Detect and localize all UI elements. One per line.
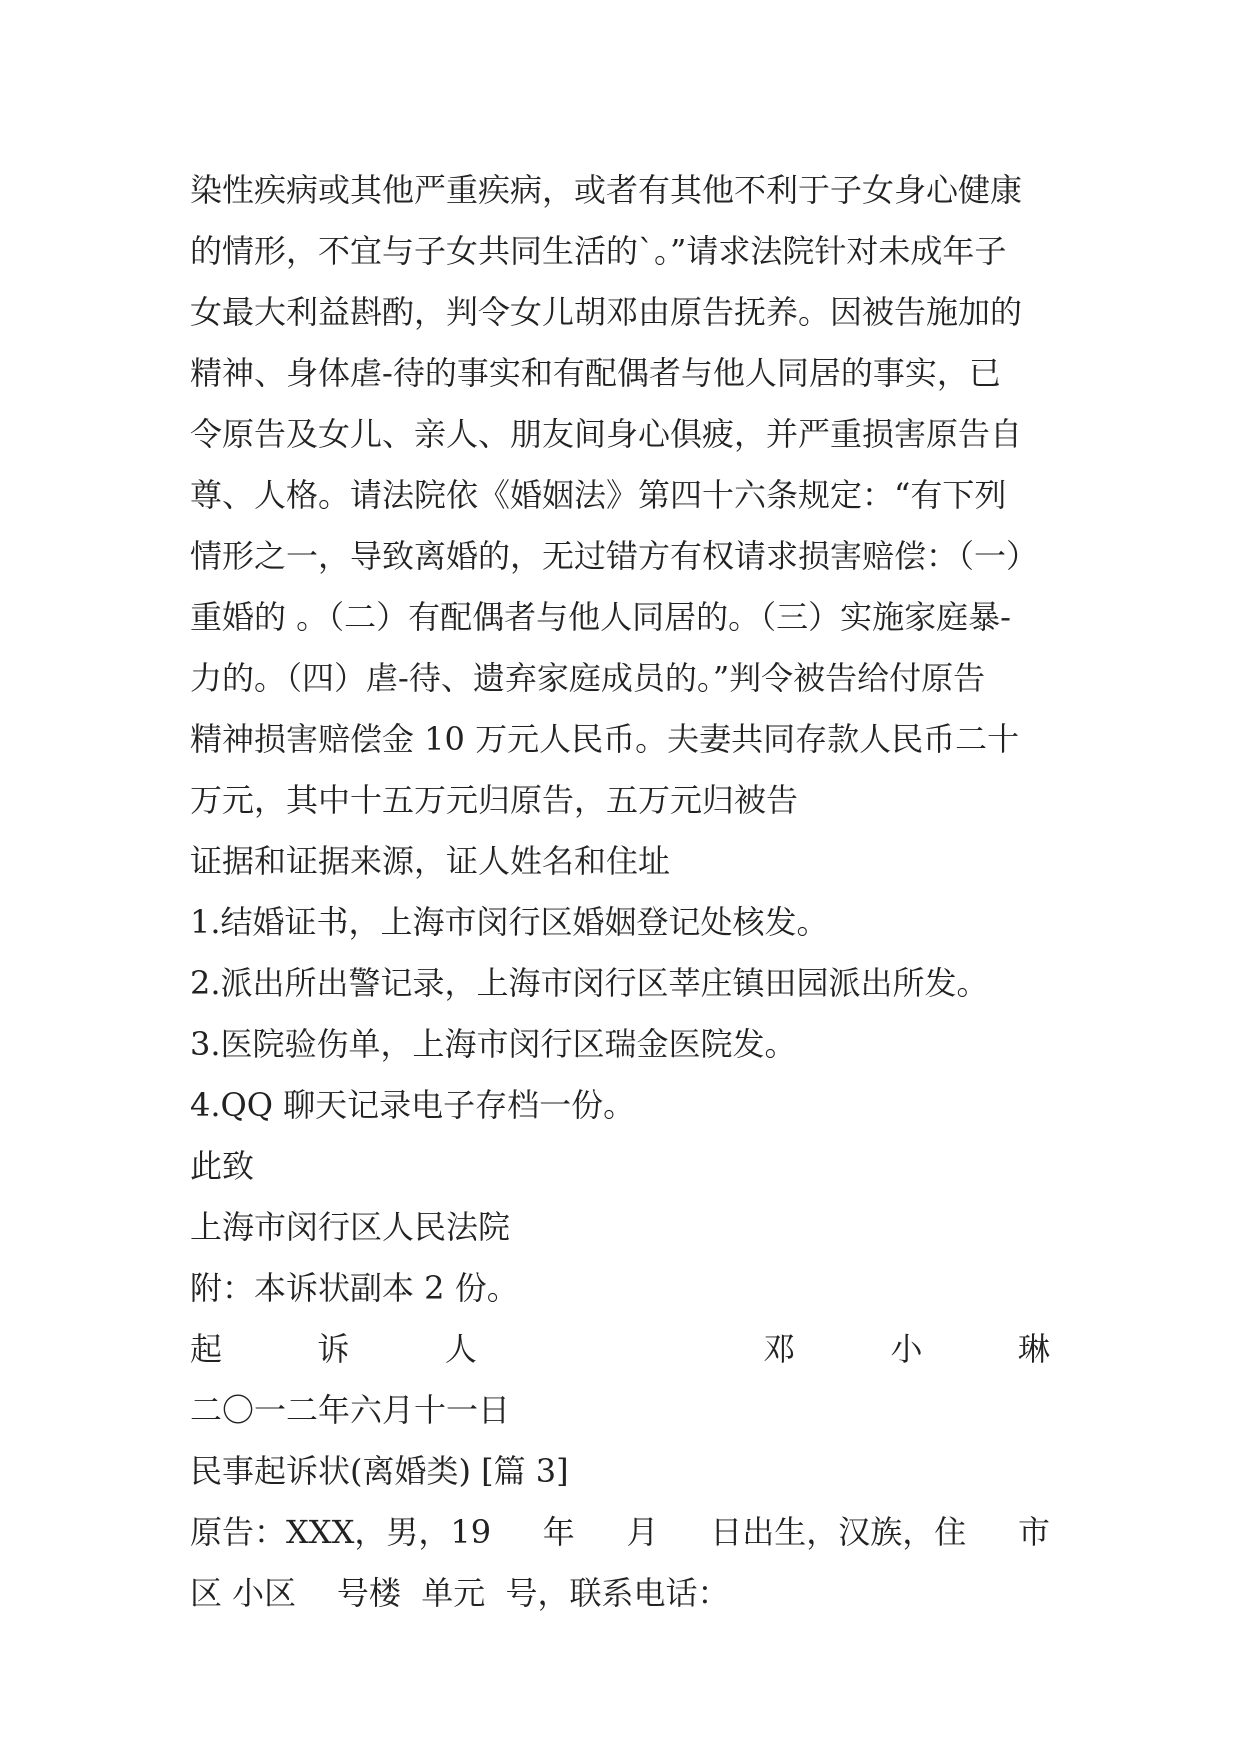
body-line: 万元，其中十五万元归原告，五万元归被告 [190,781,799,819]
plaintiff-line [190,1502,1050,1563]
court-name: 上海市闵行区人民法院 [190,1208,511,1246]
signature-char: 人 [444,1330,477,1368]
evidence-item: 3.医院验伤单，上海市闵行区瑞金医院发。 [190,1025,797,1063]
attachment-note: 附：本诉状副本 2 份。 [190,1269,519,1307]
evidence-item: 4.QQ 聊天记录电子存档一份。 [190,1086,636,1124]
document-date: 二〇一二年六月十一日 [190,1391,511,1429]
plaintiff-segment: 原告：XXX，男，19 [190,1513,492,1551]
body-line: 重婚的 。（二）有配偶者与他人同居的。（三）实施家庭暴- [190,598,1011,636]
body-line: 染性疾病或其他严重疾病，或者有其他不利于子女身心健康 [190,171,1023,209]
body-line: 尊、人格。请法院依《婚姻法》第四十六条规定：“有下列 [190,476,1007,514]
plaintiff-segment: 日出生，汉族，住 [710,1513,967,1551]
body-line: 令原告及女儿、亲人、朋友间身心俱疲，并严重损害原告自 [190,415,1023,453]
signature-char: 小 [890,1330,923,1368]
signature-line [190,1319,1050,1380]
signature-char: 琳 [1017,1330,1050,1368]
evidence-heading: 证据和证据来源，证人姓名和住址 [190,842,671,880]
signature-char: 诉 [317,1330,350,1368]
plaintiff-address-line: 区 小区 号楼 单元 号，联系电话： [190,1574,730,1612]
evidence-item: 2.派出所出警记录，上海市闵行区莘庄镇田园派出所发。 [190,964,989,1002]
salutation: 此致 [190,1147,255,1185]
body-line: 精神、身体虐-待的事实和有配偶者与他人同居的事实，已 [190,354,1001,392]
document-body [190,160,1050,1624]
section-title: 民事起诉状(离婚类) [篇 3] [190,1452,569,1490]
body-line: 情形之一，导致离婚的，无过错方有权请求损害赔偿：（一） [190,537,1039,575]
signature-char: 起 [190,1330,223,1368]
body-line: 的情形，不宜与子女共同生活的`。”请求法院针对未成年子 [190,232,1007,270]
evidence-item: 1.结婚证书，上海市闵行区婚姻登记处核发。 [190,903,829,941]
body-line: 女最大利益斟酌，判令女儿胡邓由原告抚养。因被告施加的 [190,293,1023,331]
plaintiff-segment: 年 [542,1513,575,1551]
body-line: 精神损害赔偿金 10 万元人民币。夫妻共同存款人民币二十 [190,720,1020,758]
plaintiff-segment: 月 [626,1513,659,1551]
body-line: 力的。（四）虐-待、遗弃家庭成员的。”判令被告给付原告 [190,659,986,697]
plaintiff-segment: 市 [1017,1513,1050,1551]
signature-char: 邓 [763,1330,796,1368]
